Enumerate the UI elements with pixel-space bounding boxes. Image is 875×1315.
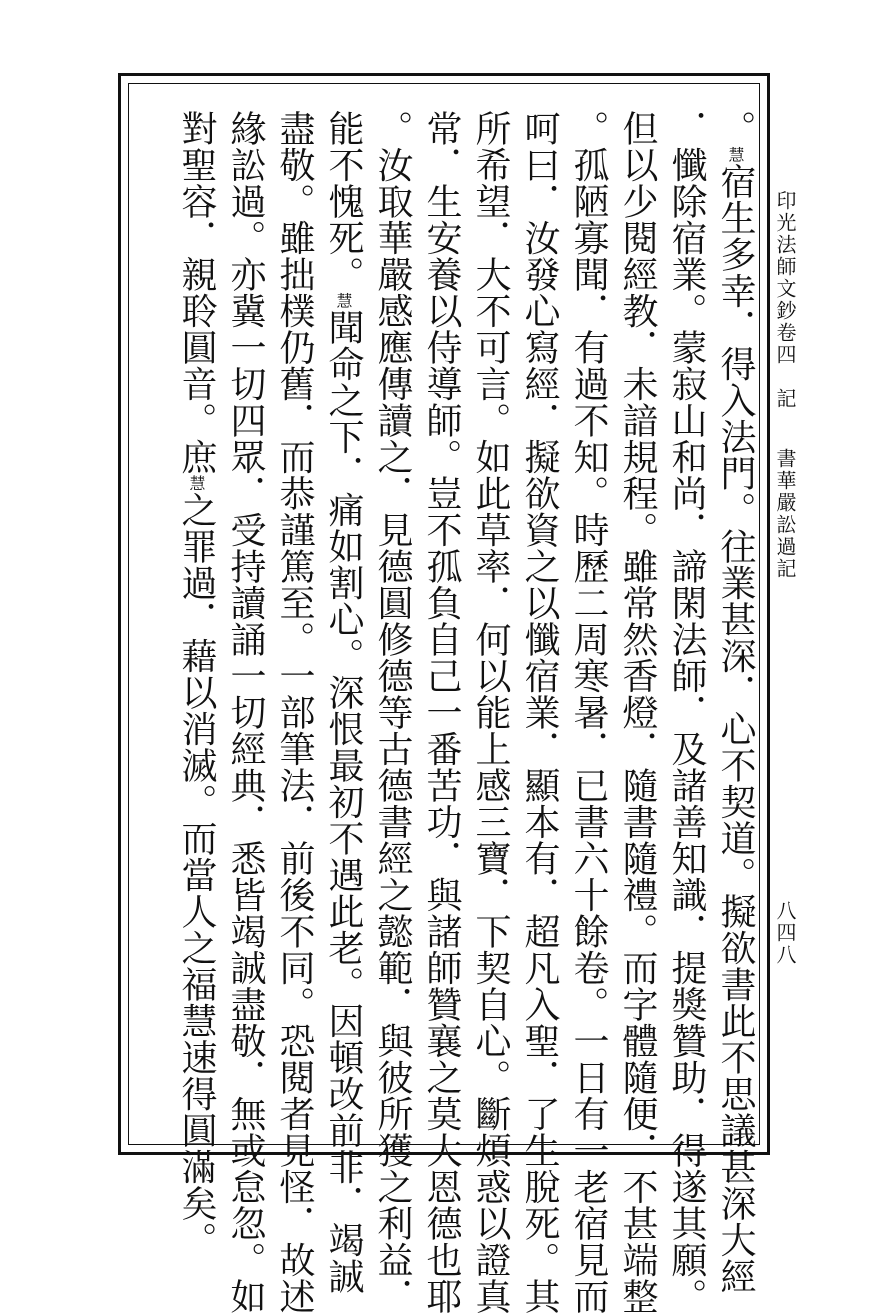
text-column-1: 。慧宿生多幸．得入法門。往業甚深．心不契道。擬欲書此不思議甚深大經: [715, 110, 756, 1295]
text-column-7: 常．生安養以侍導師。豈不孤負自己一番苦功．與諸師贊襄之莫大恩德也耶: [421, 110, 462, 1315]
text-column-9: 能不愧死。慧聞命之下．痛如割心。深恨最初不遇此老。因頓改前非．竭誠: [323, 110, 364, 1295]
text-column-10: 盡敬。雖拙樸仍舊．而恭謹篤至。一部筆法．前後不同。恐閱者見怪．故述: [274, 110, 315, 1315]
text-column-12: 對聖容．親聆圓音。庶慧之罪過．藉以消滅。而當人之福慧速得圓滿矣。: [176, 110, 217, 1258]
small-annotation: 慧: [334, 292, 353, 309]
small-annotation: 慧: [726, 146, 745, 163]
text-column-3: 但以少閱經教．未諳規程。雖常然香燈．隨書隨禮。而字體隨便．不甚端整: [617, 110, 658, 1315]
page-number: 八四八: [773, 900, 797, 966]
text-column-4: 。孤陋寡聞．有過不知。時歷二周寒暑．已書六十餘卷。一日有一老宿見而: [568, 110, 609, 1315]
book-title: 印光法師文鈔卷四 記: [773, 190, 797, 410]
text-column-11: 緣訟過。亦冀一切四眾．受持讀誦一切經典．悉皆竭誠盡敬．無或怠忽。如: [225, 110, 266, 1315]
text-column-8: 。汝取華嚴感應傳讀之．見德圓修德等古德書經之懿範．與彼所獲之利益．: [372, 110, 413, 1315]
text-column-5: 呵曰．汝發心寫經．擬欲資之以懺宿業．顯本有．超凡入聖．了生脫死。其: [519, 110, 560, 1315]
text-column-2: ．懺除宿業。蒙寂山和尚．諦閑法師．及諸善知識．提獎贊助．得遂其願。: [666, 110, 707, 1315]
chapter-title: 書華嚴訟過記: [773, 448, 797, 580]
small-annotation: 慧: [187, 475, 206, 492]
text-column-6: 所希望．大不可言。如此草率．何以能上感三寶．下契自心。斷煩惑以證真: [470, 110, 511, 1315]
